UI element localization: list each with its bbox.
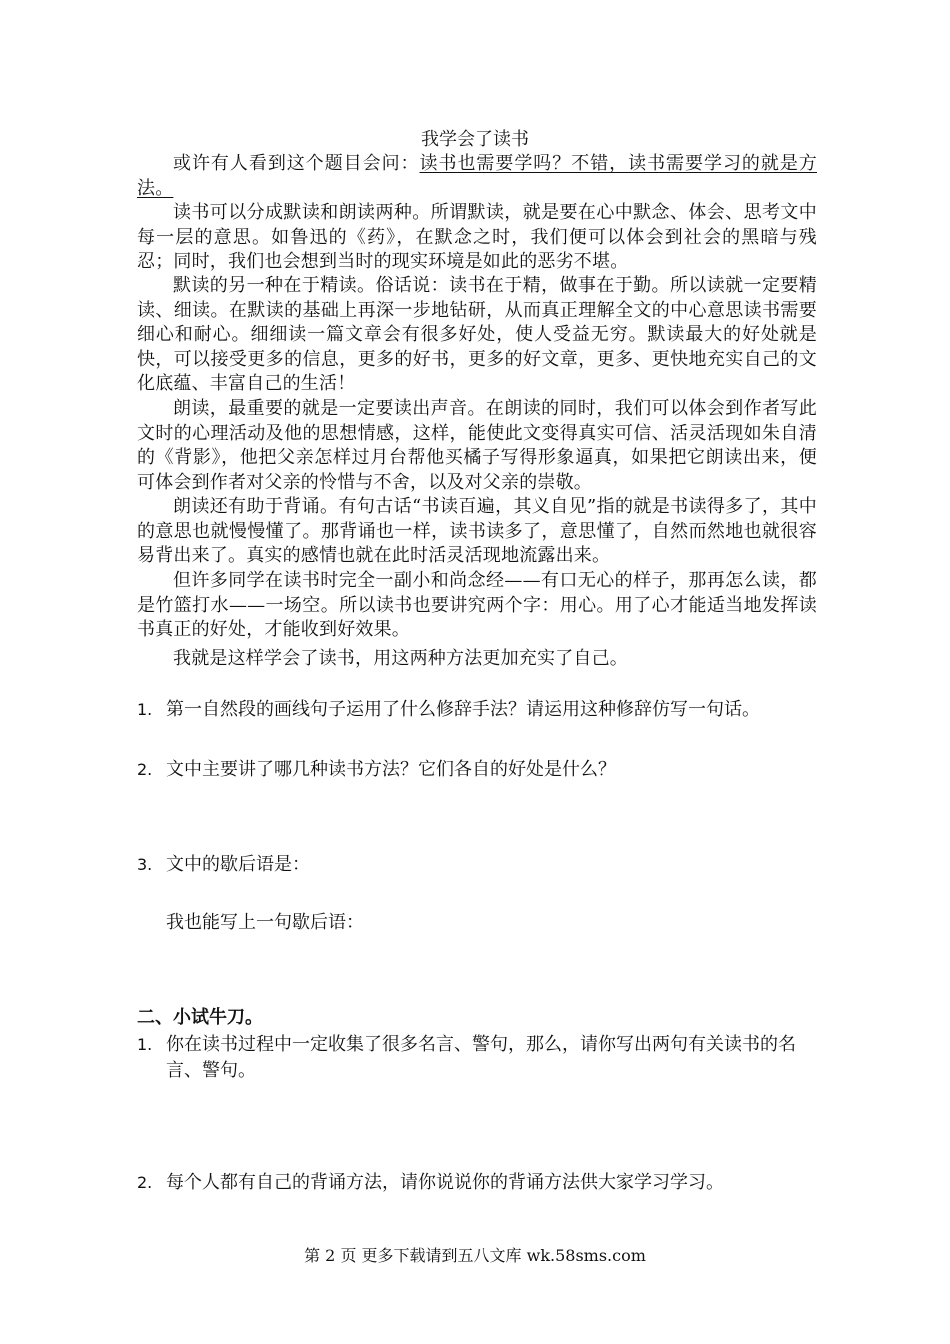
question-1-text: 第一自然段的画线句子运用了什么修辞手法？请运用这种修辞仿写一句话。 [166,699,760,720]
question-1-number: 1. [137,700,153,719]
paragraph-2: 读书可以分成默读和朗读两种。所谓默读，就是要在心中默念、体会、思考文中每一层的意思。如鲁迅的《药》，在默念之时，我们便可以体会到社会的黑暗与残忍；同时，我们也会想到当时的现实环境是如此的恶劣不堪。 [137,202,817,272]
paragraph-5: 朗读还有助于背诵。有句古话“书读百遍，其义自见”指的就是书读得多了，其中的意思也就慢慢懂了。那背诵也一样，读书读多了，意思懂了，自然而然地也就很容易背出来了。真实的感情也就在此时活灵活现地流露出来。 [137,496,817,566]
section-2-question-2-number: 2. [137,1173,153,1192]
question-3-text: 文中的歇后语是： [166,854,310,875]
paragraph-3: 默读的另一种在于精读。俗话说：读书在于精，做事在于勤。所以读就一定要精读、细读。在默读的基础上再深一步地钻研，从而真正理解全文的中心意思读书需要细心和耐心。细细读一篇文章会有很多好处，使人受益无穷。默读最大的好处就是快，可以接受更多的信息，更多的好书，更多的好文章，更多、更快地充实自己的文化底蕴、丰富自己的生活！ [137,275,817,394]
paragraph-1 [137,152,817,201]
section-2-question-2 [137,1170,817,1196]
section-2-heading: 二、小试牛刀。 [137,1007,263,1028]
question-2 [137,757,817,783]
paragraph-4: 朗读，最重要的就是一定要读出声音。在朗读的同时，我们可以体会到作者写此文时的心理活动及他的思想情感，这样，能使此文变得真实可信、活灵活现如朱自清的《背影》，他把父亲怎样过月台帮他买橘子写得形象逼真，如果把它朗读出来，便可体会到作者对父亲的怜惜与不舍，以及对父亲的崇敬。 [137,398,817,493]
paragraph-6: 但许多同学在读书时完全一副小和尚念经——有口无心的样子，那再怎么读，都是竹篮打水——一场空。所以读书也要讲究两个字：用心。用了心才能适当地发挥读书真正的好处，才能收到好效果。 [137,570,817,640]
paragraph-1-plain: 或许有人看到这个题目会问： [173,153,420,174]
section-2-question-1-number: 1. [137,1035,153,1054]
question-3-number: 3. [137,855,153,874]
question-1 [137,697,817,723]
underlined-sentence: 读书也需要学吗？不错，读书需要学习的就是方法。 [137,153,817,199]
page-footer: 第 2 页 更多下载请到五八文库 wk.58sms.com [304,1246,646,1265]
section-2-question-1 [137,1032,817,1084]
paragraph-7: 我就是这样学会了读书，用这两种方法更加充实了自己。 [173,648,628,669]
section-2-question-1-text: 你在读书过程中一定收集了很多名言、警句，那么，请你写出两句有关读书的名言、警句。 [166,1034,796,1081]
question-3-subprompt: 我也能写上一句歇后语： [166,912,364,933]
article-title: 我学会了读书 [421,129,529,150]
question-2-text: 文中主要讲了哪几种读书方法？它们各自的好处是什么？ [166,759,616,780]
question-2-number: 2. [137,760,153,779]
question-3 [137,852,817,878]
section-2-question-2-text: 每个人都有自己的背诵方法，请你说说你的背诵方法供大家学习学习。 [166,1172,724,1193]
